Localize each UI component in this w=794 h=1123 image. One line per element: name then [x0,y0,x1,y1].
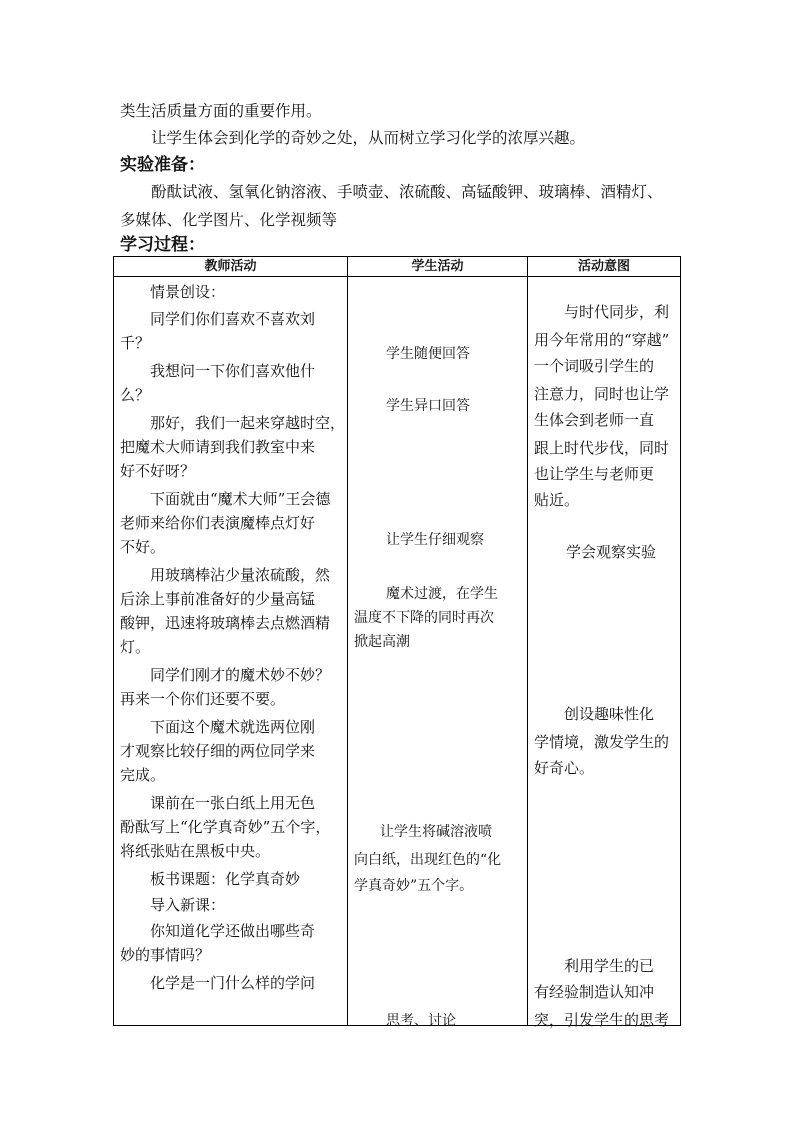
header-intent: 活动意图 [528,257,681,277]
intent-line: 注意力，同时也让学 [534,385,670,403]
table-row [114,277,681,1026]
teacher-cell [114,277,348,1026]
intent-line: 创设趣味性化 [564,705,655,723]
student-line: 掀起高潮 [354,634,410,650]
intent-line: 学会观察实验 [566,543,657,561]
teacher-line: 那好，我们一起来穿越时空， [150,414,346,432]
teacher-line: 酚酞写上“化学真奇妙”五个字， [120,818,331,836]
header-teacher: 教师活动 [114,257,348,277]
teacher-line: 板书课题：化学真奇妙 [150,870,301,888]
teacher-line: 课前在一张白纸上用无色 [150,794,316,812]
intent-line: 用今年常用的“穿越” [534,331,670,349]
teacher-line: 完成。 [120,766,166,784]
student-line: 思考、讨论 [386,1013,456,1029]
teacher-line: 千？ [120,334,151,352]
teacher-line: 好不好呀？ [120,462,196,480]
process-heading: 学习过程： [120,235,205,255]
teacher-line: 下面这个魔术就选两位刚 [150,718,316,736]
teacher-line: 你知道化学还做出哪些奇 [150,922,316,940]
intent-line: 与时代同步，利 [564,303,670,321]
intent-cell [528,277,681,1029]
intro-line-1: 类生活质量方面的重要作用。 [120,102,322,120]
student-line: 学生随便回答 [386,346,470,362]
student-line: 学真奇妙”五个字。 [354,878,474,894]
teacher-line: 用玻璃棒沾少量浓硫酸，然 [150,566,331,584]
teacher-line: 化学是一门什么样的学问 [150,974,316,992]
intro-line-2: 让学生体会到化学的奇妙之处，从而树立学习化学的浓厚兴趣。 [151,129,586,147]
teacher-line: 才观察比较仔细的两位同学来 [120,742,316,760]
intent-line: 贴近。 [534,491,580,509]
teacher-line: 同学们刚才的魔术妙不妙？ [150,666,331,684]
student-line: 学生异口回答 [386,398,470,414]
teacher-line: 下面就由“魔术大师”王会德 [150,490,331,508]
student-line: 温度不下降的同时再次 [354,610,494,626]
intent-line: 生体会到老师一直 [534,411,655,429]
intent-line: 跟上时代步伐，同时 [534,439,670,457]
intent-line: 也让学生与老师更 [534,465,655,483]
intent-line: 好奇心。 [534,759,595,777]
teacher-line: 么？ [120,386,151,404]
teacher-line: 不好。 [120,538,166,556]
prep-line-2: 多媒体、化学图片、化学视频等 [120,211,338,229]
student-line: 让学生将碱溶液喷 [380,824,492,840]
teacher-line: 酸钾，迅速将玻璃棒去点燃酒精 [120,614,331,632]
teacher-line: 再来一个你们还要不要。 [120,690,286,708]
teacher-line: 我想问一下你们喜欢他什 [150,362,316,380]
teacher-line: 将纸张贴在黑板中央。 [120,842,271,860]
teacher-line: 后涂上事前准备好的少量高锰 [120,590,316,608]
intent-line: 一个词吸引学生的 [534,357,655,375]
teacher-line: 同学们你们喜欢不喜欢刘 [150,310,316,328]
intent-line: 有经验制造认知冲 [534,983,655,1001]
table-header-row [114,257,681,277]
teacher-line: 灯。 [120,638,151,656]
teacher-line: 情景创设： [150,283,226,301]
student-line: 魔术过渡，在学生 [386,586,498,602]
intent-line: 学情境，激发学生的 [534,733,670,751]
intent-line: 突，引发学生的思考 [534,1011,670,1029]
student-line: 向白纸，出现红色的“化 [354,852,502,868]
intent-line: 利用学生的已 [564,957,655,975]
teacher-line: 妙的事情吗？ [120,946,211,964]
teacher-line: 导入新课： [150,896,226,914]
prep-heading: 实验准备： [120,155,205,175]
lesson-table [113,256,681,1029]
prep-line-1: 酚酞试液、氢氧化钠溶液、手喷壶、浓硫酸、高锰酸钾、玻璃棒、酒精灯、 [151,183,663,201]
header-student: 学生活动 [348,257,528,277]
student-line: 让学生仔细观察 [386,532,484,548]
teacher-line: 把魔术大师请到我们教室中来 [120,438,316,456]
student-cell [348,277,528,1029]
teacher-line: 老师来给你们表演魔棒点灯好 [120,514,316,532]
